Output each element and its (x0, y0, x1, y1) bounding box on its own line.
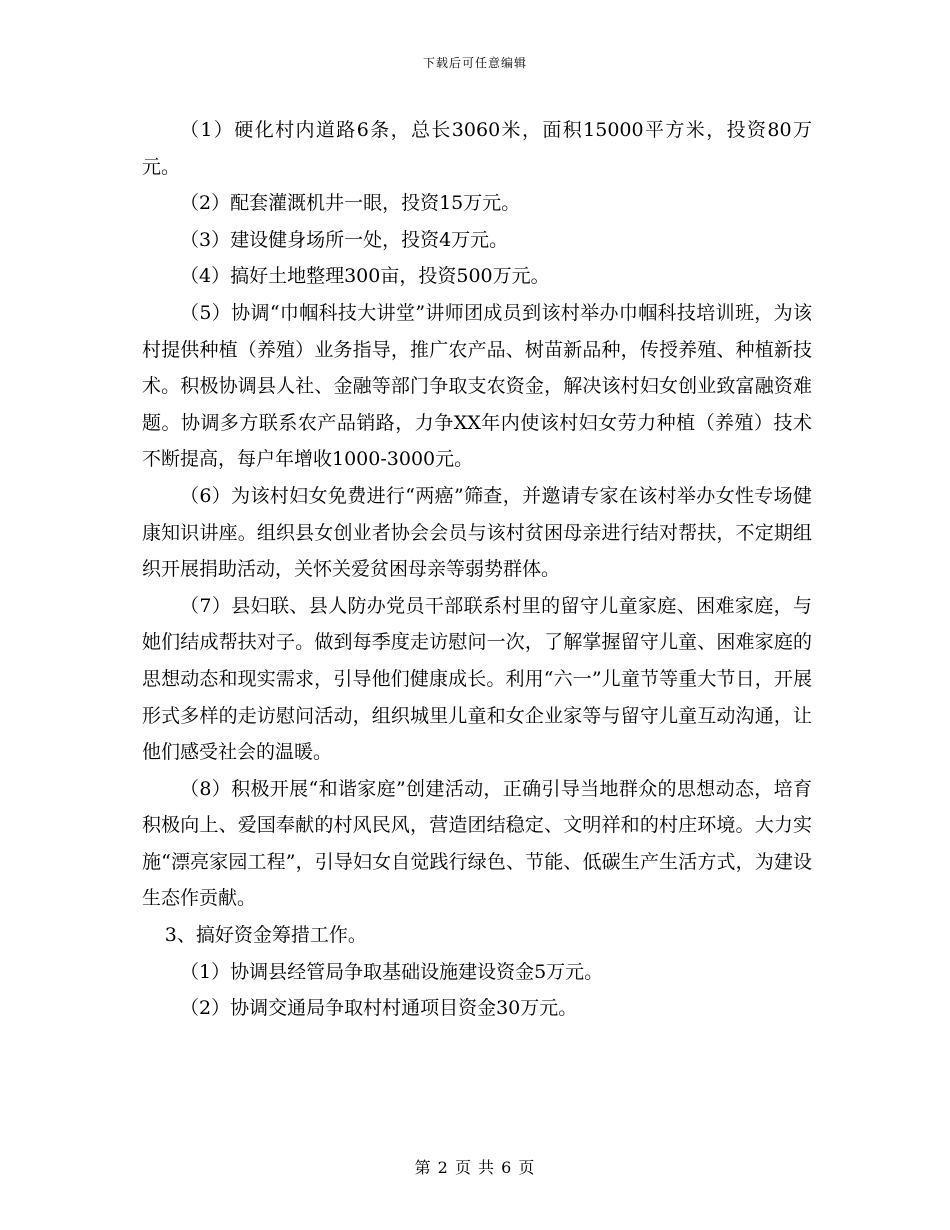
section-heading-funding: 3、搞好资金筹措工作。 (164, 924, 367, 947)
paragraph-item-4: （4）搞好土地整理300亩，投资500万元。 (180, 265, 550, 288)
page-footer-number: 第 2 页 共 6 页 (414, 1158, 536, 1177)
paragraph-item-2: （2）配套灌溉机井一眼，投资15万元。 (180, 192, 521, 215)
paragraph-item-6: （6）为该村妇女免费进行“两癌”筛查，并邀请专家在该村举办女性专场健康知识讲座。组织县女创业者协会会员与该村贫困母亲进行结对帮扶，不定期组织开展捐助活动，关怀关爱贫困母亲等弱势群体。 (142, 484, 812, 581)
document-body (142, 112, 812, 1027)
paragraph-item-5: （5）协调“巾帼科技大讲堂”讲师团成员到该村举办巾帼科技培训班，为该村提供种植（养殖）业务指导，推广农产品、树苗新品种，传授养殖、种植新技术。积极协调县人社、金融等部门争取支农资金，解决该村妇女创业致富融资难题。协调多方联系农产品销路，力争XX年内使该村妇女劳力种植（养殖）技术不断提高，每户年增收1000-3000元。 (142, 301, 812, 471)
page-header-note: 下载后可任意编辑 (422, 56, 527, 70)
paragraph-item-3: （3）建设健身场所一处，投资4万元。 (180, 228, 509, 251)
paragraph-item-8: （8）积极开展“和谐家庭”创建活动，正确引导当地群众的思想动态，培育积极向上、爱国奉献的村风民风，营造团结稳定、文明祥和的村庄环境。大力实施“漂亮家园工程”，引导妇女自觉践行绿色、节能、低碳生产生活方式，为建设生态作贡献。 (142, 777, 812, 910)
paragraph-item-7: （7）县妇联、县人防办党员干部联系村里的留守儿童家庭、困难家庭，与她们结成帮扶对子。做到每季度走访慰问一次，了解掌握留守儿童、困难家庭的思想动态和现实需求，引导他们健康成长。利用“六一”儿童节等重大节日，开展形式多样的走访慰问活动，组织城里儿童和女企业家等与留守儿童互动沟通，让他们感受社会的温暖。 (142, 594, 812, 764)
paragraph-funding-1: （1）协调县经管局争取基础设施建设资金5万元。 (180, 960, 604, 983)
paragraph-item-1: （1）硬化村内道路6条，总长3060米，面积15000平方米，投资80万元。 (142, 119, 812, 178)
paragraph-funding-2: （2）协调交通局争取村村通项目资金30万元。 (180, 997, 578, 1020)
